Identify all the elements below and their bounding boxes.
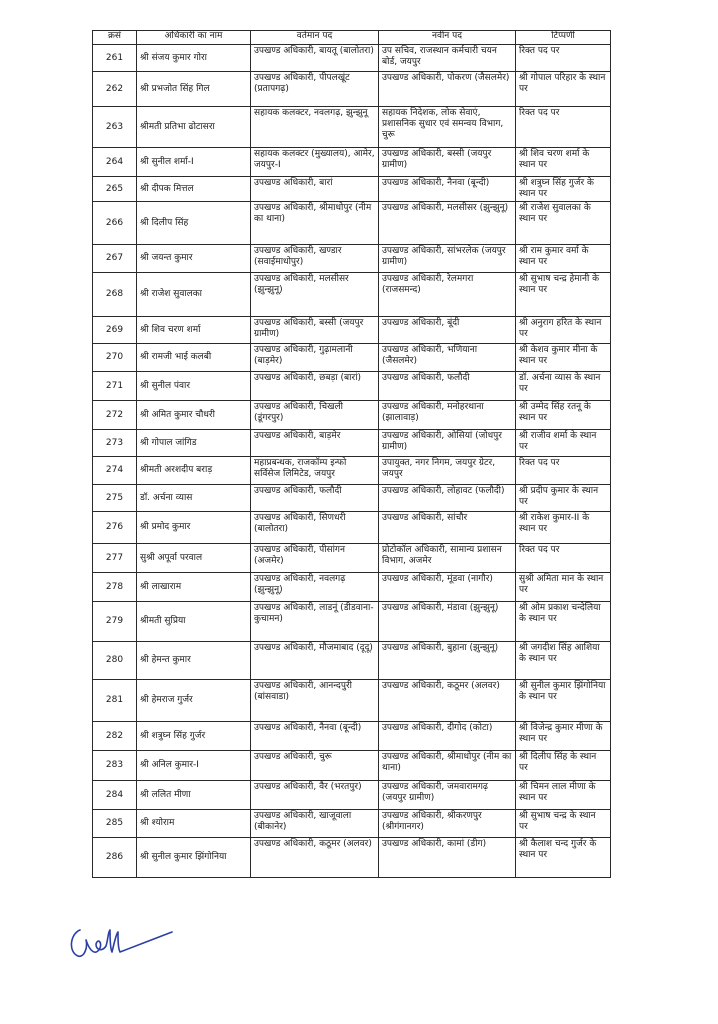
cell-name: श्री सुनील कुमार झिंगोनिया <box>137 838 251 878</box>
cell-current-post: उपखण्ड अधिकारी, चिखली (डूंगरपुर) <box>251 401 379 430</box>
cell-remark: रिक्त पद पर <box>516 107 611 148</box>
cell-new-post: उपखण्ड अधिकारी, श्रीमाधोपुर (नीम का थाना) <box>379 751 516 781</box>
cell-current-post: सहायक कलक्टर (मुख्यालय), आमेर, जयपुर-I <box>251 148 379 177</box>
cell-sr: 267 <box>93 245 137 273</box>
cell-sr: 272 <box>93 401 137 430</box>
table-row <box>93 810 611 838</box>
cell-sr: 279 <box>93 602 137 642</box>
cell-name: श्रीमती प्रतिभा ढोटासरा <box>137 107 251 148</box>
table-row <box>93 602 611 642</box>
table-row <box>93 148 611 177</box>
cell-new-post: उपखण्ड अधिकारी, मलसीसर (झुन्झुनू) <box>379 202 516 245</box>
cell-remark: श्री सुनील कुमार झिंगोनिया के स्थान पर <box>516 680 611 722</box>
cell-remark: सुश्री अमिता मान के स्थान पर <box>516 573 611 602</box>
table-row <box>93 573 611 602</box>
cell-current-post: उपखण्ड अधिकारी, चुरू <box>251 751 379 781</box>
table-row <box>93 45 611 72</box>
table-row <box>93 430 611 457</box>
cell-current-post: उपखण्ड अधिकारी, पीपलखूंट (प्रतापगढ़) <box>251 72 379 107</box>
cell-remark: श्री शत्रुघ्न सिंह गुर्जर के स्थान पर <box>516 177 611 202</box>
cell-new-post: उपखण्ड अधिकारी, भणियाना (जैसलमेर) <box>379 344 516 372</box>
cell-sr: 264 <box>93 148 137 177</box>
cell-sr: 281 <box>93 680 137 722</box>
cell-remark: श्री गोपाल परिहार के स्थान पर <box>516 72 611 107</box>
cell-new-post: उपायुक्त, नगर निगम, जयपुर ग्रेटर, जयपुर <box>379 457 516 485</box>
cell-new-post: उपखण्ड अधिकारी, बूंदी <box>379 317 516 344</box>
cell-current-post: उपखण्ड अधिकारी, बाड़मेर <box>251 430 379 457</box>
cell-name: श्री सुनील पंवार <box>137 372 251 401</box>
cell-current-post: उपखण्ड अधिकारी, छबड़ा (बारां) <box>251 372 379 401</box>
cell-new-post: सहायक निदेशक, लोक सेवाएं, प्रशासनिक सुधार एवं समन्वय विभाग, चुरू <box>379 107 516 148</box>
cell-new-post: उपखण्ड अधिकारी, श्रीकरणपुर (श्रीगंगानगर) <box>379 810 516 838</box>
cell-name: श्री संजय कुमार गोरा <box>137 45 251 72</box>
table-row <box>93 512 611 544</box>
cell-current-post: सहायक कलक्टर, नवलगढ़, झुन्झुनू <box>251 107 379 148</box>
cell-remark: रिक्त पद पर <box>516 457 611 485</box>
transfer-table <box>92 30 611 878</box>
cell-remark: रिक्त पद पर <box>516 45 611 72</box>
cell-sr: 275 <box>93 485 137 512</box>
table-row <box>93 544 611 573</box>
cell-current-post: उपखण्ड अधिकारी, नवलगढ़ (झुन्झुनू) <box>251 573 379 602</box>
cell-current-post: उपखण्ड अधिकारी, गुढ़ामलानी (बाड़मेर) <box>251 344 379 372</box>
cell-sr: 271 <box>93 372 137 401</box>
cell-current-post: उपखण्ड अधिकारी, खण्डार (सवाईमाधोपुर) <box>251 245 379 273</box>
cell-sr: 269 <box>93 317 137 344</box>
cell-remark: श्री राजीव शर्मा के स्थान पर <box>516 430 611 457</box>
cell-name: श्री हेमराज गुर्जर <box>137 680 251 722</box>
cell-current-post: महाप्रबन्धक, राजकॉम्प इन्फो सर्विसेज लिमिटेड, जयपुर <box>251 457 379 485</box>
cell-sr: 265 <box>93 177 137 202</box>
table-row <box>93 344 611 372</box>
header-new-post: नवीन पद <box>379 31 516 45</box>
cell-sr: 276 <box>93 512 137 544</box>
cell-remark: रिक्त पद पर <box>516 544 611 573</box>
cell-name: श्री ललित मीणा <box>137 781 251 810</box>
cell-new-post: उपखण्ड अधिकारी, फलौदी <box>379 372 516 401</box>
table-row <box>93 751 611 781</box>
cell-remark: श्री ओम प्रकाश चन्देलिया के स्थान पर <box>516 602 611 642</box>
cell-name: श्री अनिल कुमार-I <box>137 751 251 781</box>
table-row <box>93 680 611 722</box>
cell-new-post: उपखण्ड अधिकारी, पोकरण (जैसलमेर) <box>379 72 516 107</box>
cell-current-post: उपखण्ड अधिकारी, आनन्दपुरी (बांसवाडा) <box>251 680 379 722</box>
cell-name: सुश्री अपूर्वा परवाल <box>137 544 251 573</box>
cell-new-post: उपखण्ड अधिकारी, ओसियां (जोधपुर ग्रामीण) <box>379 430 516 457</box>
cell-remark: श्री सुभाष चन्द्र के स्थान पर <box>516 810 611 838</box>
cell-remark: श्री सुभाष चन्द्र हेमानी के स्थान पर <box>516 273 611 317</box>
cell-remark: श्री कैलाश चन्द गुर्जर के स्थान पर <box>516 838 611 878</box>
cell-current-post: उपखण्ड अधिकारी, कठूमर (अलवर) <box>251 838 379 878</box>
cell-name: श्री अमित कुमार चौधरी <box>137 401 251 430</box>
cell-name: श्रीमती सुप्रिया <box>137 602 251 642</box>
cell-name: श्री सुनील शर्मा-I <box>137 148 251 177</box>
cell-sr: 283 <box>93 751 137 781</box>
cell-sr: 262 <box>93 72 137 107</box>
cell-sr: 273 <box>93 430 137 457</box>
table-row <box>93 642 611 680</box>
table-row <box>93 781 611 810</box>
cell-current-post: उपखण्ड अधिकारी, बारां <box>251 177 379 202</box>
cell-current-post: उपखण्ड अधिकारी, बायतू (बालोतरा) <box>251 45 379 72</box>
table-row <box>93 372 611 401</box>
cell-name: श्री लाखाराम <box>137 573 251 602</box>
cell-new-post: उपखण्ड अधिकारी, सांभरलेक (जयपुर ग्रामीण) <box>379 245 516 273</box>
table-row <box>93 245 611 273</box>
cell-new-post: उपखण्ड अधिकारी, कठूमर (अलवर) <box>379 680 516 722</box>
cell-sr: 263 <box>93 107 137 148</box>
cell-name: श्री गोपाल जांगिड <box>137 430 251 457</box>
cell-remark: श्री विजेन्द्र कुमार मीणा के स्थान पर <box>516 722 611 751</box>
cell-name: श्री राजेश सुवालका <box>137 273 251 317</box>
cell-sr: 278 <box>93 573 137 602</box>
cell-remark: श्री राजेश सुवालका के स्थान पर <box>516 202 611 245</box>
table-row <box>93 273 611 317</box>
cell-sr: 268 <box>93 273 137 317</box>
cell-current-post: उपखण्ड अधिकारी, मौजमाबाद (दूदू) <box>251 642 379 680</box>
cell-remark: श्री प्रदीप कुमार के स्थान पर <box>516 485 611 512</box>
cell-remark: श्री राम कुमार वर्मा के स्थान पर <box>516 245 611 273</box>
cell-current-post: उपखण्ड अधिकारी, लाडनूं (डीडवाना-कुचामन) <box>251 602 379 642</box>
table-row <box>93 457 611 485</box>
cell-new-post: उपखण्ड अधिकारी, बस्सी (जयपुर ग्रामीण) <box>379 148 516 177</box>
cell-sr: 266 <box>93 202 137 245</box>
cell-name: श्री शत्रुघ्न सिंह गुर्जर <box>137 722 251 751</box>
transfer-list <box>92 30 610 878</box>
cell-current-post: उपखण्ड अधिकारी, वैर (भरतपुर) <box>251 781 379 810</box>
table-row <box>93 317 611 344</box>
cell-sr: 270 <box>93 344 137 372</box>
cell-remark: श्री चिमन लाल मीणा के स्थान पर <box>516 781 611 810</box>
cell-new-post: उपखण्ड अधिकारी, रेलमगरा (राजसमन्द) <box>379 273 516 317</box>
cell-name: श्री जयन्त कुमार <box>137 245 251 273</box>
cell-name: श्री शिव चरण शर्मा <box>137 317 251 344</box>
cell-name: श्री प्रमोद कुमार <box>137 512 251 544</box>
cell-sr: 285 <box>93 810 137 838</box>
cell-sr: 282 <box>93 722 137 751</box>
cell-remark: डॉ. अर्चना व्यास के स्थान पर <box>516 372 611 401</box>
cell-new-post: उपखण्ड अधिकारी, मनोहरथाना (झालावाड़) <box>379 401 516 430</box>
cell-current-post: उपखण्ड अधिकारी, श्रीमाधोपुर (नीम का थाना) <box>251 202 379 245</box>
cell-current-post: उपखण्ड अधिकारी, सिणधरी (बालोतरा) <box>251 512 379 544</box>
cell-new-post: उपखण्ड अधिकारी, कामां (डीग) <box>379 838 516 878</box>
table-row <box>93 107 611 148</box>
cell-name: डॉ. अर्चना व्यास <box>137 485 251 512</box>
table-row <box>93 485 611 512</box>
cell-current-post: उपखण्ड अधिकारी, बस्सी (जयपुर ग्रामीण) <box>251 317 379 344</box>
cell-new-post: उपखण्ड अधिकारी, जमवारामगढ़ (जयपुर ग्रामीण) <box>379 781 516 810</box>
cell-name: श्री रामजी भाई कलबी <box>137 344 251 372</box>
cell-new-post: उपखण्ड अधिकारी, मूंडवा (नागौर) <box>379 573 516 602</box>
signature <box>66 922 176 962</box>
cell-sr: 277 <box>93 544 137 573</box>
cell-current-post: उपखण्ड अधिकारी, मलसीसर (झुन्झुनू) <box>251 273 379 317</box>
cell-remark: श्री अनुराग हरित के स्थान पर <box>516 317 611 344</box>
table-row <box>93 838 611 878</box>
cell-name: श्री प्रभजोत सिंह गिल <box>137 72 251 107</box>
cell-new-post: उपखण्ड अधिकारी, मंडावा (झुन्झुनू) <box>379 602 516 642</box>
cell-name: श्री हेमन्त कुमार <box>137 642 251 680</box>
cell-remark: श्री दिलीप सिंह के स्थान पर <box>516 751 611 781</box>
cell-new-post: प्रोटोकॉल अधिकारी, सामान्य प्रशासन विभाग, अजमेर <box>379 544 516 573</box>
cell-new-post: उपखण्ड अधिकारी, दीगोद (कोटा) <box>379 722 516 751</box>
cell-sr: 274 <box>93 457 137 485</box>
table-row <box>93 401 611 430</box>
cell-remark: श्री जगदीश सिंह आशिया के स्थान पर <box>516 642 611 680</box>
cell-new-post: उपखण्ड अधिकारी, नैनवा (बून्दी) <box>379 177 516 202</box>
cell-current-post: उपखण्ड अधिकारी, नैनवा (बून्दी) <box>251 722 379 751</box>
cell-remark: श्री केशव कुमार मीना के स्थान पर <box>516 344 611 372</box>
cell-current-post: उपखण्ड अधिकारी, फलौदी <box>251 485 379 512</box>
cell-remark: श्री उम्मेद सिंह रतनू के स्थान पर <box>516 401 611 430</box>
cell-name: श्री दिलीप सिंह <box>137 202 251 245</box>
header-name: अधिकारी का नाम <box>137 31 251 45</box>
cell-new-post: उप सचिव, राजस्थान कर्मचारी चयन बोर्ड, जयपुर <box>379 45 516 72</box>
cell-current-post: उपखण्ड अधिकारी, खाजूवाला (बीकानेर) <box>251 810 379 838</box>
table-row <box>93 72 611 107</box>
table-row <box>93 202 611 245</box>
header-sr: क्रसं <box>93 31 137 45</box>
cell-remark: श्री राकेश कुमार-II के स्थान पर <box>516 512 611 544</box>
table-row <box>93 177 611 202</box>
table-body <box>93 45 611 878</box>
cell-sr: 286 <box>93 838 137 878</box>
header-current-post: वर्तमान पद <box>251 31 379 45</box>
cell-sr: 284 <box>93 781 137 810</box>
cell-remark: श्री शिव चरण शर्मा के स्थान पर <box>516 148 611 177</box>
header-row <box>93 31 611 45</box>
cell-sr: 280 <box>93 642 137 680</box>
cell-new-post: उपखण्ड अधिकारी, लोहावट (फलौदी) <box>379 485 516 512</box>
cell-name: श्री दीपक मित्तल <box>137 177 251 202</box>
table-row <box>93 722 611 751</box>
cell-name: श्री श्योराम <box>137 810 251 838</box>
cell-new-post: उपखण्ड अधिकारी, बुहाना (झुन्झुनू) <box>379 642 516 680</box>
cell-name: श्रीमती अरशदीप बराड़ <box>137 457 251 485</box>
cell-current-post: उपखण्ड अधिकारी, पीसांगन (अजमेर) <box>251 544 379 573</box>
header-remark: टिप्पणी <box>516 31 611 45</box>
cell-new-post: उपखण्ड अधिकारी, सांचौर <box>379 512 516 544</box>
cell-sr: 261 <box>93 45 137 72</box>
